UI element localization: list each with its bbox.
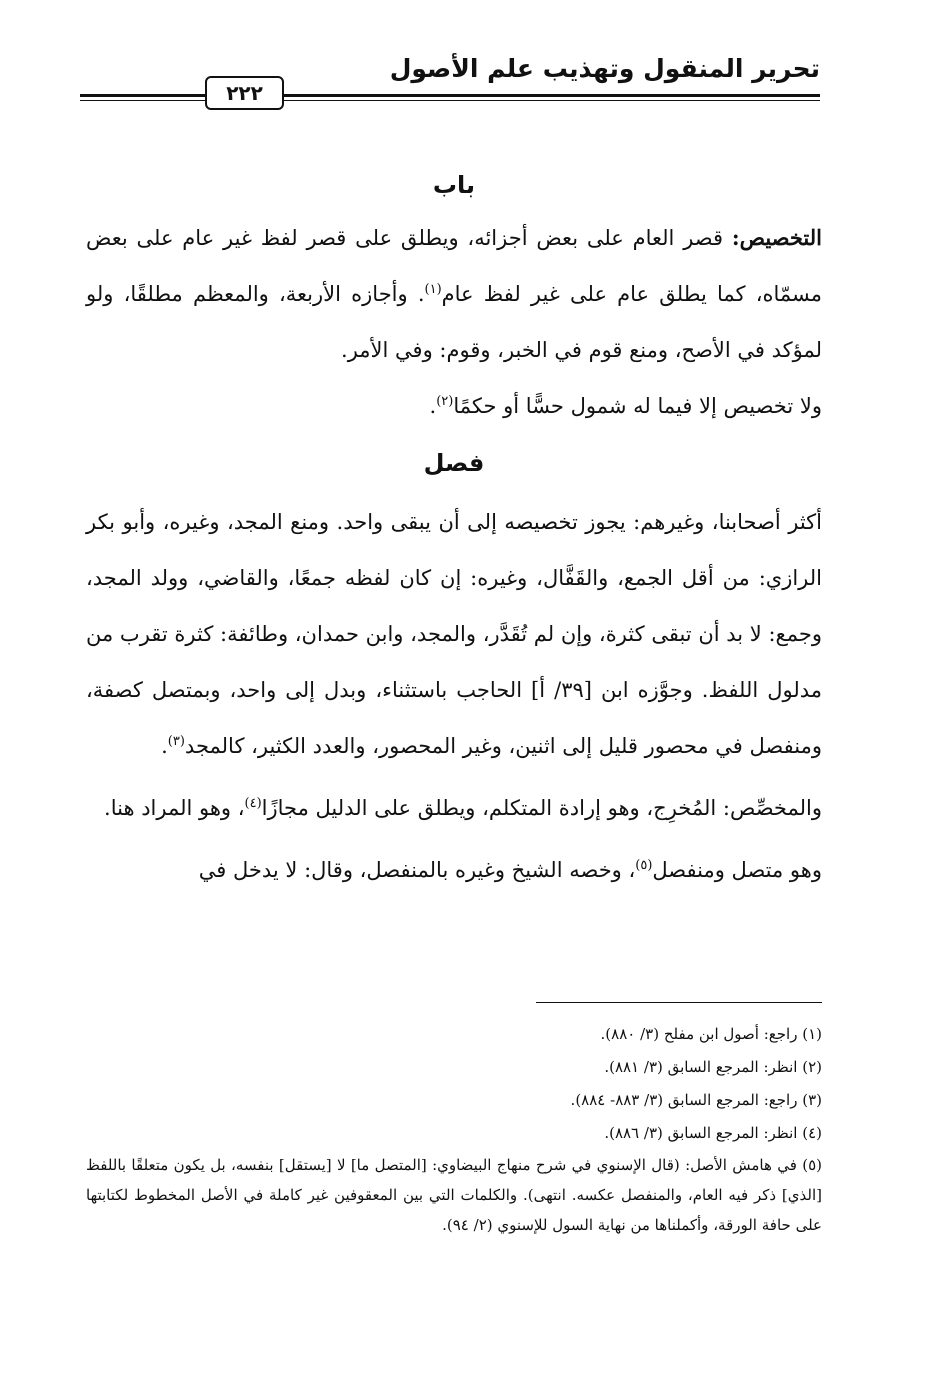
- paragraph-text: .: [429, 394, 437, 418]
- paragraph-text: ، وخصه الشيخ وغيره بالمنفصل، وقال: لا يدخل في: [198, 858, 636, 882]
- paragraph-takhsis: [86, 210, 822, 378]
- term-takhsis: التخصيص:: [731, 225, 822, 250]
- footnote-5: (٥) في هامش الأصل: (قال الإسنوي في شرح منهاج البيضاوي: [المتصل ما] لا [يستقل] بنفسه، بل يكون متعلقًا باللفظ [الذي] ذكر فيه العام، والمنفصل عكسه. انتهى). والكلمات التي بين المعقوفين غير كاملة في الأصل المخطوط لكتابتها على حافة الورقة، وأكملناها من نهاية السول للإسنوي (٢/ ٩٤).: [86, 1156, 822, 1234]
- paragraph-text: ولا تخصيص إلا فيما له شمول حسًّا أو حكمًا: [453, 394, 822, 418]
- book-title: تحرير المنقول وتهذيب علم الأصول: [389, 54, 820, 83]
- footnote-separator: [536, 1002, 822, 1003]
- paragraph-text: والمخصِّص: المُخرِج، وهو إرادة المتكلم، ويطلق على الدليل مجازًا: [261, 796, 822, 820]
- header-rule-thin: [205, 100, 820, 101]
- paragraph-text: وهو متصل ومنفصل: [652, 858, 822, 882]
- footnote-1: (١) راجع: أصول ابن مفلح (٣/ ٨٨٠).: [600, 1025, 822, 1043]
- paragraph-mukhassis: [86, 780, 822, 836]
- paragraph-text: قصر العام على بعض أجزائه، ويطلق على قصر لفظ غير عام على بعض مسمّاه، كما يطلق عام على غير لفظ عام: [86, 226, 823, 306]
- header-rule-left-thin: [80, 100, 205, 101]
- paragraph-muttasil: [86, 842, 822, 898]
- paragraph-text: .: [161, 734, 168, 758]
- section-heading-bab: باب: [432, 171, 476, 199]
- footnote-ref-3[interactable]: (٣): [167, 734, 185, 749]
- section-heading-fasl: فصل: [423, 449, 485, 477]
- header-rule: [205, 94, 820, 97]
- page-number: ٢٢٢: [205, 76, 284, 110]
- footnote-ref-2[interactable]: (٢): [436, 394, 454, 409]
- footnote-4: (٤) انظر: المرجع السابق (٣/ ٨٨٦).: [604, 1124, 822, 1142]
- footnotes: [86, 1018, 822, 1240]
- paragraph-ashabuna: [86, 494, 822, 774]
- footnote-ref-4[interactable]: (٤): [244, 796, 262, 811]
- footnote-3: (٣) راجع: المرجع السابق (٣/ ٨٨٣- ٨٨٤).: [570, 1091, 822, 1109]
- paragraph-text: ، وهو المراد هنا.: [104, 796, 245, 820]
- main-text: [86, 160, 822, 898]
- footnote-ref-1[interactable]: (١): [424, 282, 442, 297]
- paragraph-text: أكثر أصحابنا، وغيرهم: يجوز تخصيصه إلى أن يبقى واحد. ومنع المجد، وغيره، وأبو بكر الرازي: من أقل الجمع، والقَفَّال، وغيره: إن كان لفظه جمعًا، والقاضي، وولد المجد، وجمع: لا بد أن تبقى كثرة، وإن لم تُقَدَّر، والمجد، وابن حمدان، وطائفة: كثرة تقرب من مدلول اللفظ. وجوَّزه ابن [٣٩/ أ] الحاجب باستثناء، وبدل إلى واحد، وبمتصل كصفة، ومنفصل في محصور قليل إلى اثنين، وغير المحصور، والعدد الكثير، كالمجد: [86, 510, 823, 758]
- running-header: [80, 52, 820, 112]
- paragraph-text: . وأجازه الأربعة، والمعظم مطلقًا، ولو لمؤكد في الأصح، ومنع قوم في الخبر، وقوم: وفي الأمر.: [86, 282, 822, 362]
- footnote-2: (٢) انظر: المرجع السابق (٣/ ٨٨١).: [604, 1058, 822, 1076]
- header-rule-left: [80, 94, 205, 97]
- footnote-ref-5[interactable]: (٥): [635, 858, 653, 873]
- paragraph-shumul: [86, 378, 822, 434]
